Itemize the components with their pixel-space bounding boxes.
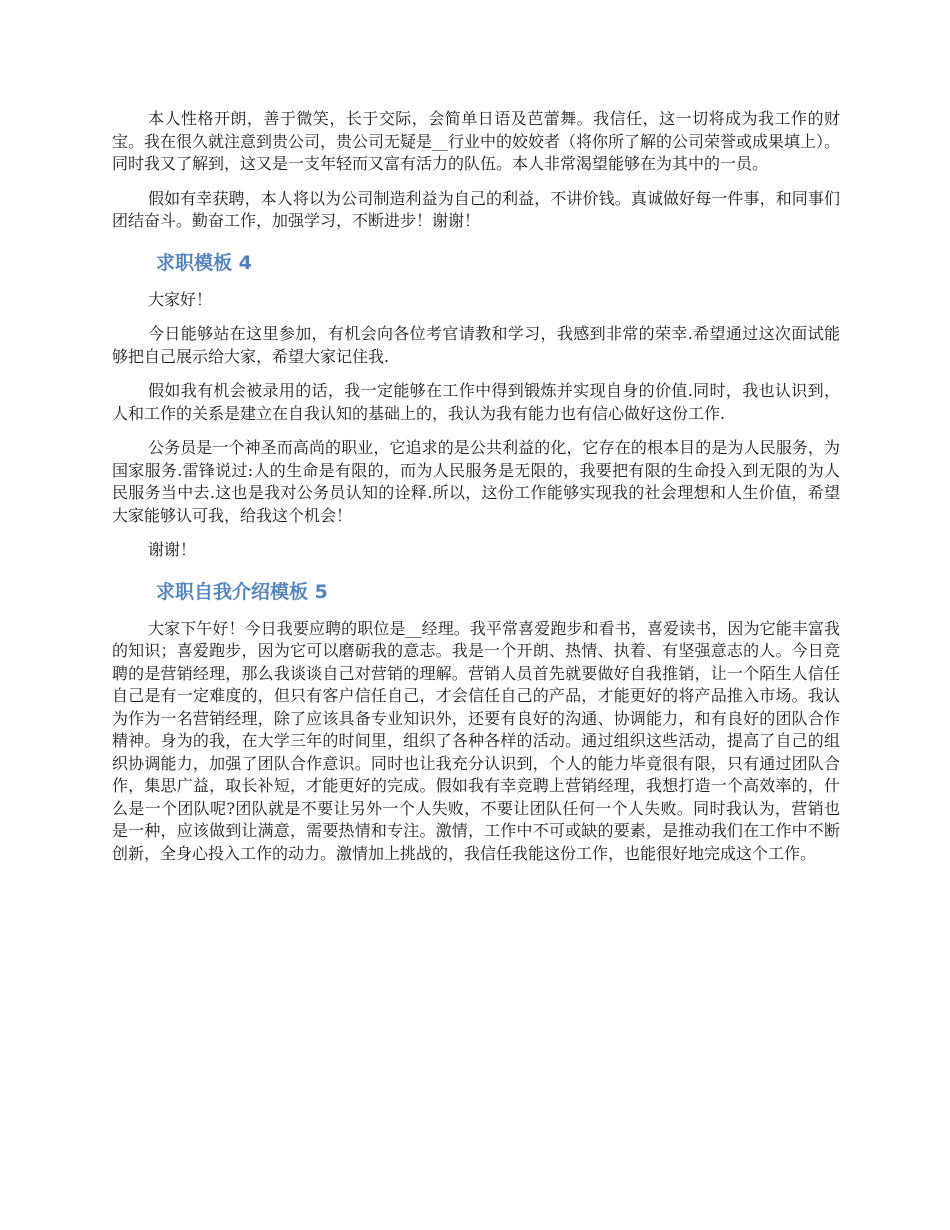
paragraph-greeting: 大家好！ [148, 289, 213, 309]
paragraph-thanks: 谢谢！ [148, 540, 197, 559]
section-heading-template-4: 求职模板 4 [156, 251, 252, 274]
section-heading-template-5: 求职自我介绍模板 5 [156, 580, 328, 603]
paragraph-self-value: 假如我有机会被录用的话，我一定能够在工作中得到锻炼并实现自身的价值.同时，我也认识到，人和工作的关系是建立在自我认知的基础上的，我认为我有能力也有信心做好这份工作. [112, 381, 840, 423]
paragraph-personality: 本人性格开朗，善于微笑，长于交际，会简单日语及芭蕾舞。我信任，这一切将成为我工作的财宝。我在很久就注意到贵公司，贵公司无疑是__行业中的姣姣者（将你所了解的公司荣誉或成果填上）。同时我又了解到，这又是一支年轻而又富有活力的队伍。本人非常渴望能够在为其中的一员。 [112, 109, 841, 173]
paragraph-interview-intro: 今日能够站在这里参加，有机会向各位考官请教和学习，我感到非常的荣幸.希望通过这次面试能够把自己展示给大家，希望大家记住我. [112, 324, 840, 366]
paragraph-civil-servant: 公务员是一个神圣而高尚的职业，它追求的是公共利益的化，它存在的根本目的是为人民服务，为国家服务.雷锋说过:人的生命是有限的，而为人民服务是无限的，我要把有限的生命投入到无限的为人民服务当中去.这也是我对公务员认知的诠释.所以，这份工作能够实现我的社会理想和人生价值，希望大家能够认可我，给我这个机会！ [112, 438, 840, 525]
paragraph-marketing-manager: 大家下午好！今日我要应聘的职位是__经理。我平常喜爱跑步和看书，喜爱读书，因为它能丰富我的知识；喜爱跑步，因为它可以磨砺我的意志。我是一个开朗、热情、执着、有坚强意志的人。今日竞聘的是营销经理，那么我谈谈自己对营销的理解。营销人员首先就要做好自我推销，让一个陌生人信任自己是有一定难度的，但只有客户信任自己，才会信任自己的产品，才能更好的将产品推入市场。我认为作为一名营销经理，除了应该具备专业知识外，还要有良好的沟通、协调能力，和有良好的团队合作精神。身为的我，在大学三年的时间里，组织了各种各样的活动。通过组织这些活动，提高了自己的组织协调能力，加强了团队合作意识。同时也让我充分认识到，个人的能力毕竟很有限，只有通过团队合作，集思广益，取长补短，才能更好的完成。假如我有幸竞聘上营销经理，我想打造一个高效率的，什么是一个团队呢?团队就是不要让另外一个人失败，不要让团队任何一个人失败。同时我认为，营销也是一种，应该做到让满意，需要热情和专注。激情，工作中不可或缺的要素，是推动我们在工作中不断创新，全身心投入工作的动力。激情加上挑战的，我信任我能这份工作，也能很好地完成这个工作。 [112, 618, 840, 863]
document-body [112, 108, 840, 877]
paragraph-commitment: 假如有幸获聘，本人将以为公司制造利益为自己的利益，不讲价钱。真诚做好每一件事，和同事们团结奋斗。勤奋工作，加强学习，不断进步！谢谢！ [112, 188, 840, 230]
